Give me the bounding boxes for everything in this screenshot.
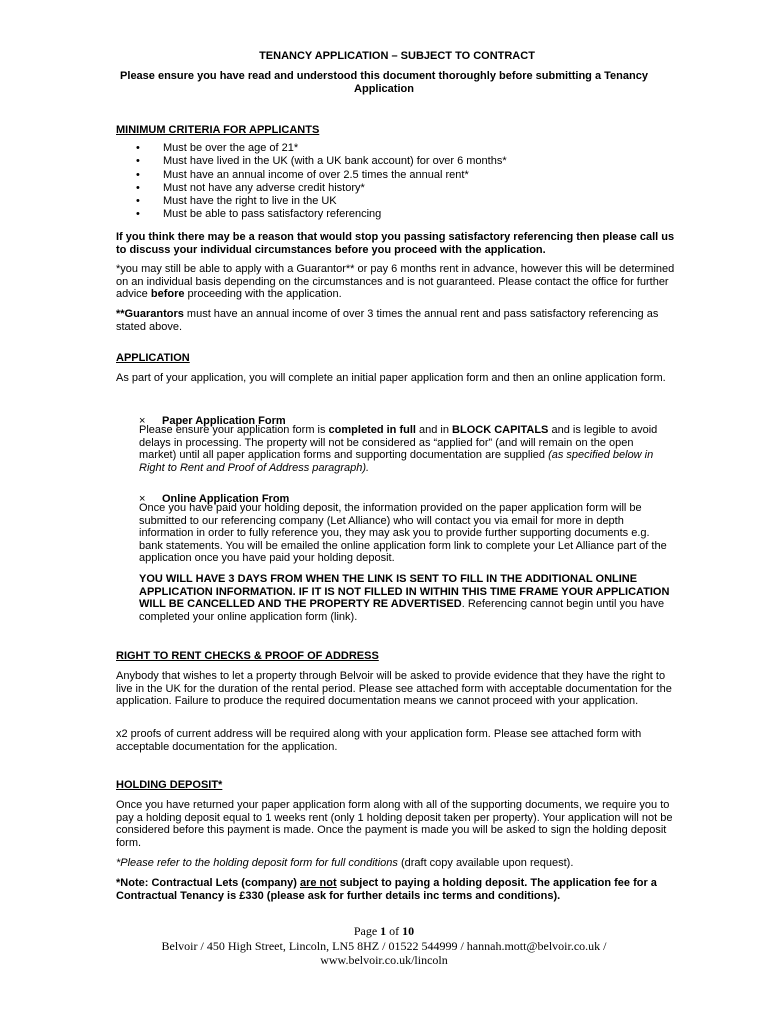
list-item: • Must be able to pass satisfactory referencing xyxy=(136,208,382,221)
footer-address: Belvoir / 450 High Street, Lincoln, LN5 8HZ / 01522 544999 / hannah.mott@belvoir.co.uk / xyxy=(161,939,607,953)
intro-text: Please ensure you have read and understood this document thoroughly before submitting a Tenancy Application xyxy=(120,70,648,95)
list-item: • Must not have any adverse credit history* xyxy=(136,181,365,194)
bullet-icon: • xyxy=(136,142,140,154)
application-intro: As part of your application, you will complete an initial paper application form and then an online application form. xyxy=(116,372,666,384)
deposit-conditions: *Please refer to the holding deposit form for full conditions (draft copy available upon request). xyxy=(116,857,574,869)
application-heading: APPLICATION xyxy=(116,352,190,364)
rtr-heading: RIGHT TO RENT CHECKS & PROOF OF ADDRESS xyxy=(116,650,379,662)
criteria-heading: MINIMUM CRITERIA FOR APPLICANTS xyxy=(116,124,320,136)
cross-bullet-icon: × xyxy=(139,493,146,505)
online-form-warning: YOU WILL HAVE 3 DAYS FROM WHEN THE LINK IS SENT TO FILL IN THE ADDITIONAL ONLINE APPLICATION INFORMATION. IF IT IS NOT FILLED IN WITHIN THIS TIME FRAME YOUR APPLICATION WILL BE CANCELLED AND THE PROPERTY RE ADVERTISED. Referencing cannot begin until you have completed your online application form (link). xyxy=(139,573,670,623)
bullet-icon: • xyxy=(136,208,140,221)
online-form-text: Once you have paid your holding deposit, the information provided on the paper application form will be submitted to our referencing company (Let Alliance) who will contact you via email for more in depth information in order to fully reference you, they may ask you to provide further supporting documents e.g. bank statements. You will be emailed the online application form link to complete your Let Alliance part of the application once you have paid your holding deposit. xyxy=(139,502,667,565)
footer-website: www.belvoir.co.uk/lincoln xyxy=(320,953,448,967)
referencing-warning: If you think there may be a reason that would stop you passing satisfactory referencing then please call us to discuss your individual circumstances before you proceed with the application. xyxy=(116,231,675,256)
contractual-note: *Note: Contractual Lets (company) are not subject to paying a holding deposit. The application fee for a Contractual Tenancy is £330 (please ask for further details inc terms and conditions). xyxy=(116,877,657,902)
address-proof-text: x2 proofs of current address will be required along with your application form. Please see attached form with acceptable documentation for the application. xyxy=(116,728,642,753)
online-form-heading: × Online Application From xyxy=(139,493,290,505)
list-item: • Must have an annual income of over 2.5 times the annual rent* xyxy=(136,168,469,181)
bullet-icon: • xyxy=(136,195,140,208)
rtr-text: Anybody that wishes to let a property through Belvoir will be asked to provide evidence that they have the right to live in the UK for the duration of the rental period. Please see attached form with acceptable documentation for the application. Failure to produce the required documentation means we cannot proceed with your application. xyxy=(116,670,672,708)
deposit-text: Once you have returned your paper application form along with all of the supporting documents, we require you to pay a holding deposit equal to 1 weeks rent (only 1 holding deposit taken per property). Your application will not be considered before this payment is made. Once the payment is made you will be asked to sign the holding deposit form. xyxy=(116,799,673,849)
list-item: • Must have lived in the UK (with a UK bank account) for over 6 months* xyxy=(136,155,507,168)
page-number: Page 1 of 10 xyxy=(353,924,415,938)
criteria-list xyxy=(136,142,656,222)
bullet-icon: • xyxy=(136,168,140,181)
document-title: TENANCY APPLICATION – SUBJECT TO CONTRACT xyxy=(259,50,535,62)
bullet-icon: • xyxy=(136,181,140,194)
bullet-icon: • xyxy=(136,155,140,168)
guarantor-note: *you may still be able to apply with a Guarantor** or pay 6 months rent in advance, however this will be determined on an individual basis depending on the circumstances and is not guaranteed. Please contact the office for further advice before proceeding with the application. xyxy=(116,263,675,301)
paper-form-text: Please ensure your application form is completed in full and in BLOCK CAPITALS and is legible to avoid delays in processing. The property will not be considered as “applied for” (and will remain on the open market) until all paper application forms and supporting documentation are supplied (as specified below in Right to Rent and Proof of Address paragraph). xyxy=(139,424,658,474)
cross-bullet-icon: × xyxy=(139,415,146,427)
list-item: • Must be over the age of 21* xyxy=(136,142,299,154)
paper-form-heading: × Paper Application Form xyxy=(139,415,286,427)
list-item: • Must have the right to live in the UK xyxy=(136,195,337,208)
guarantors-note: **Guarantors must have an annual income of over 3 times the annual rent and pass satisfactory referencing as stated above. xyxy=(116,308,659,333)
deposit-heading: HOLDING DEPOSIT* xyxy=(116,779,223,791)
